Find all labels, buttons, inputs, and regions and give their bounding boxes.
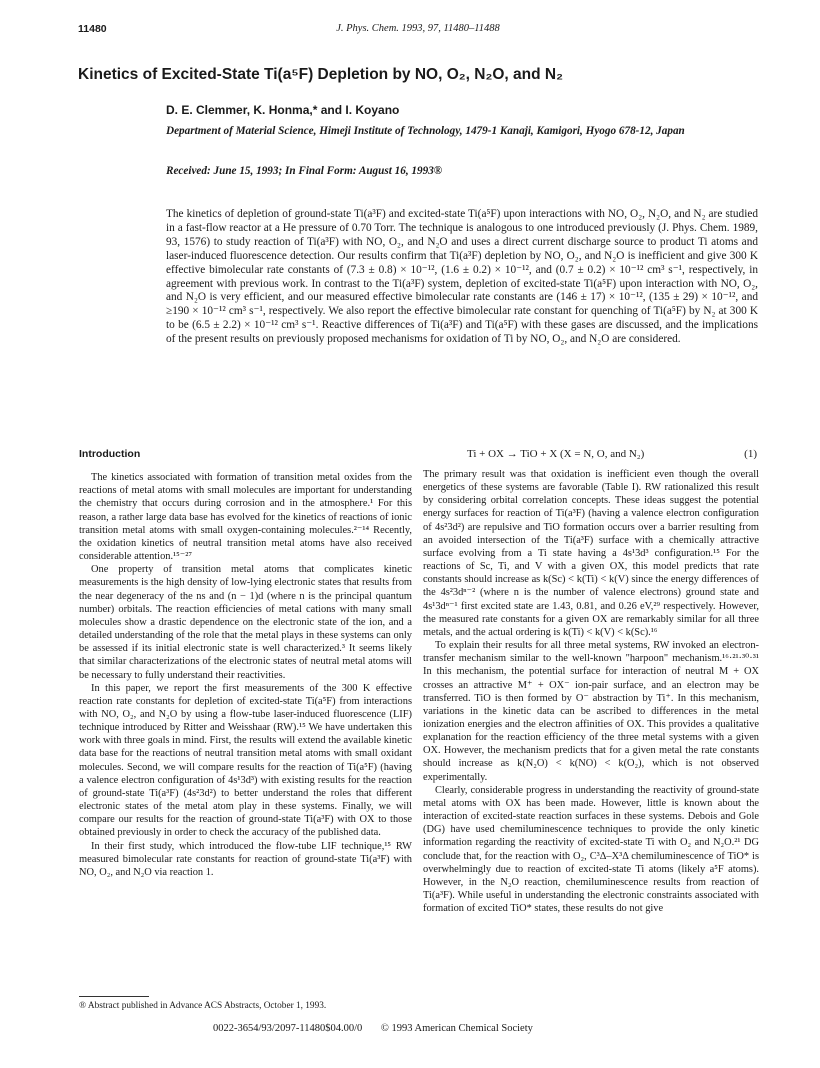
equation-text: Ti + OX → TiO + X (X = N, O, and N₂) — [467, 448, 645, 460]
right-column — [423, 448, 759, 915]
running-header — [78, 23, 758, 41]
journal-citation: J. Phys. Chem. 1993, 97, 11480–11488 — [336, 23, 500, 34]
paragraph: To explain their results for all three metal systems, RW invoked an electron-transfer mechanism similar to the well-known "harpoon" mechanism.¹⁶·²¹·³⁰·³¹ In this mechanism, the potential surface for interaction of neutral M + OX crosses an attractive M⁺ + OX⁻ ion-pair surface, and an electron may be transferred. TiO is then formed by O⁻ abstraction by Ti⁺. In this mechanism, variations in the kinetic data can be ascribed to differences in the metal ionization energies and the electron affinities of OX. This provides a qualitative explanation for the reaction efficiency of the three metal systems with a given OX. However, the mechanism predicts that for a given metal the rate constants should increase as k(N₂O) < k(NO) < k(O₂), which is not observed experimentally. — [423, 640, 759, 783]
left-column — [79, 448, 412, 879]
paragraph: One property of transition metal atoms that complicates kinetic measurements is the high density of low-lying electronic states that results from the near degeneracy of the ns and (n − 1)d (where n is the principal quantum number) orbitals. The reaction efficiencies of metal cations with many small molecules show a drastic dependence on the electronic state of the ion, and a detailed understanding of the role that the metal plays in these systems can only be assessed if its initial electronic state is well characterized.³ It seems likely that similar characterizations of the electronic states of neutral metal atoms will be necessary to fully understand their reactivities. — [79, 564, 412, 681]
equation-1 — [423, 448, 759, 464]
footnote-rule — [79, 996, 149, 997]
paper-title: Kinetics of Excited-State Ti(a⁵F) Depletion by NO, O₂, N₂O, and N₂ — [78, 66, 563, 83]
equation-number: (1) — [744, 448, 757, 460]
publication-footer — [213, 1023, 693, 1034]
author-list: D. E. Clemmer, K. Honma,* and I. Koyano — [166, 103, 400, 117]
page-number: 11480 — [78, 23, 107, 35]
copyright: © 1993 American Chemical Society — [380, 1023, 533, 1034]
paragraph: In their first study, which introduced the flow-tube LIF technique,¹⁵ RW measured bimolecular rate constants for reaction of ground-state Ti(a³F) with NO, O₂, and N₂O via reaction 1. — [79, 840, 412, 878]
paragraph: In this paper, we report the first measurements of the 300 K effective reaction rate constants for depletion of excited-state Ti(a⁵F) from interactions with NO, O₂, and N₂O by using a flow-tube laser-induced fluorescence (LIF) technique introduced by Ritter and Weisshaar (RW).¹⁵ We have undertaken this work with three goals in mind. First, the results will extend the available kinetic data base for the reactions of neutral transition metal atoms with small oxidant molecules. Second, we will compare results for the reaction of Ti(a⁵F) (having a valence electron configuration of 4s¹3d³) with existing results for the reaction of ground-state Ti(a³F) (4s²3d²) to better understand the roles that different electronic states of the metal atom play in these systems. Finally, we will compare our results for the reaction of ground-state Ti(a³F) with OX to those obtained previously in order to check the accuracy of the published data. — [79, 682, 412, 839]
paragraph: Clearly, considerable progress in understanding the reactivity of ground-state metal atoms with OX has been made. However, little is known about the interaction of excited-state reaction surfaces in these systems. Debois and Gole (DG) have used chemiluminescence techniques to provide the only kinetic information regarding the reactivity of excited-state Ti with O₂ and N₂O.²¹ DG conclude that, for the reaction with O₂, C³Δ–X³Δ chemiluminescence of TiO* is overwhelmingly due to reaction of excited-state Ti atoms (likely a⁵F atoms). However, in the N₂O reaction, chemiluminescence results from reaction of Ti(a³F). While useful in understanding the electronic constraints associated with formation of excited TiO* states, these results do not give — [423, 784, 759, 915]
footnote: ® Abstract published in Advance ACS Abstracts, October 1, 1993. — [79, 1001, 327, 1011]
affiliation: Department of Material Science, Himeji Institute of Technology, 1479-1 Kanaji, Kamigori, Hyogo 678-12, Japan — [166, 125, 685, 137]
article-code: 0022-3654/93/2097-11480$04.00/0 — [213, 1023, 363, 1034]
abstract: The kinetics of depletion of ground-state Ti(a³F) and excited-state Ti(a⁵F) upon interactions with NO, O₂, N₂O, and N₂ are studied in a fast-flow reactor at a He pressure of 0.70 Torr. The technique is analogous to one introduced previously (J. Phys. Chem. 1989, 93, 1576) to study reaction of Ti(a³F) with NO, O₂, and N₂O and uses a direct current discharge source to product Ti atoms and laser-induced fluorescence detection. Our results confirm that Ti(a³F) depletion by NO, O₂, and N₂O is inefficient and give 300 K effective bimolecular rate constants of (7.3 ± 0.8) × 10⁻¹², (1.6 ± 0.2) × 10⁻¹², and (0.7 ± 0.2) × 10⁻¹² cm³ s⁻¹, respectively, in agreement with previous work. In contrast to the Ti(a³F) system, depletion of excited-state Ti(a⁵F) upon interaction with NO, O₂, and N₂O is very efficient, and our measured effective bimolecular rate constants are (146 ± 17) × 10⁻¹², (135 ± 29) × 10⁻¹², and ≥190 × 10⁻¹² cm³ s⁻¹, respectively. We also report the effective bimolecular rate constant for quenching of Ti(a⁵F) by N₂ at 300 K to be (6.5 ± 2.2) × 10⁻¹² cm³ s⁻¹. Reactive differences of Ti(a³F) and Ti(a⁵F) with these gases are discussed, and the implications of the present results on previously proposed mechanisms for oxidation of Ti by NO, O₂, and N₂O are considered. — [166, 208, 758, 346]
paragraph: The kinetics associated with formation of transition metal oxides from the reactions of metal atoms with small molecules are important for understanding the chemistry that occurs during corrosion and in the atmosphere.¹ For this reason, a rather large data base has evolved for the kinetics of reactions of ionic transition metal atoms with small oxygen-containing molecules.²⁻¹⁴ Recently, the oxidation kinetics of neutral transition metal atoms have also received considerable attention.¹⁵⁻²⁷ — [79, 472, 412, 563]
received-dates: Received: June 15, 1993; In Final Form: August 16, 1993® — [166, 165, 443, 177]
paragraph: The primary result was that oxidation is inefficient even though the overall energetics of these systems are favorable (Table I). RW rationalized this result by considering orbital correlation concepts. These ideas suggest the potential energy surfaces for reaction of Ti(a³F) (having a valence electron configuration of 4s²3d²) are repulsive and TiO formation occurs over a barrier resulting from an avoided intersection of the Ti(a³F) surface with a chemically attractive surface evolving from a Ti state having a 4s¹3d³ configuration.¹⁵ For the reactions of Sc, Ti, and V with a given OX, this model predicts that rate constants should increase as k(Sc) < k(Ti) < k(V) since the energy differences of the 4s²3dⁿ⁻² (where n is the number of valence electrons) ground state and 4s¹3dⁿ⁻¹ first excited state are 1.43, 0.81, and 0.26 eV,²⁹ respectively. However, the measured rate constants for a given OX are remarkably similar for all three metals, and the actual ordering is k(Ti) < k(V) < k(Sc).¹⁶ — [423, 469, 759, 638]
section-heading-introduction: Introduction — [79, 448, 141, 460]
